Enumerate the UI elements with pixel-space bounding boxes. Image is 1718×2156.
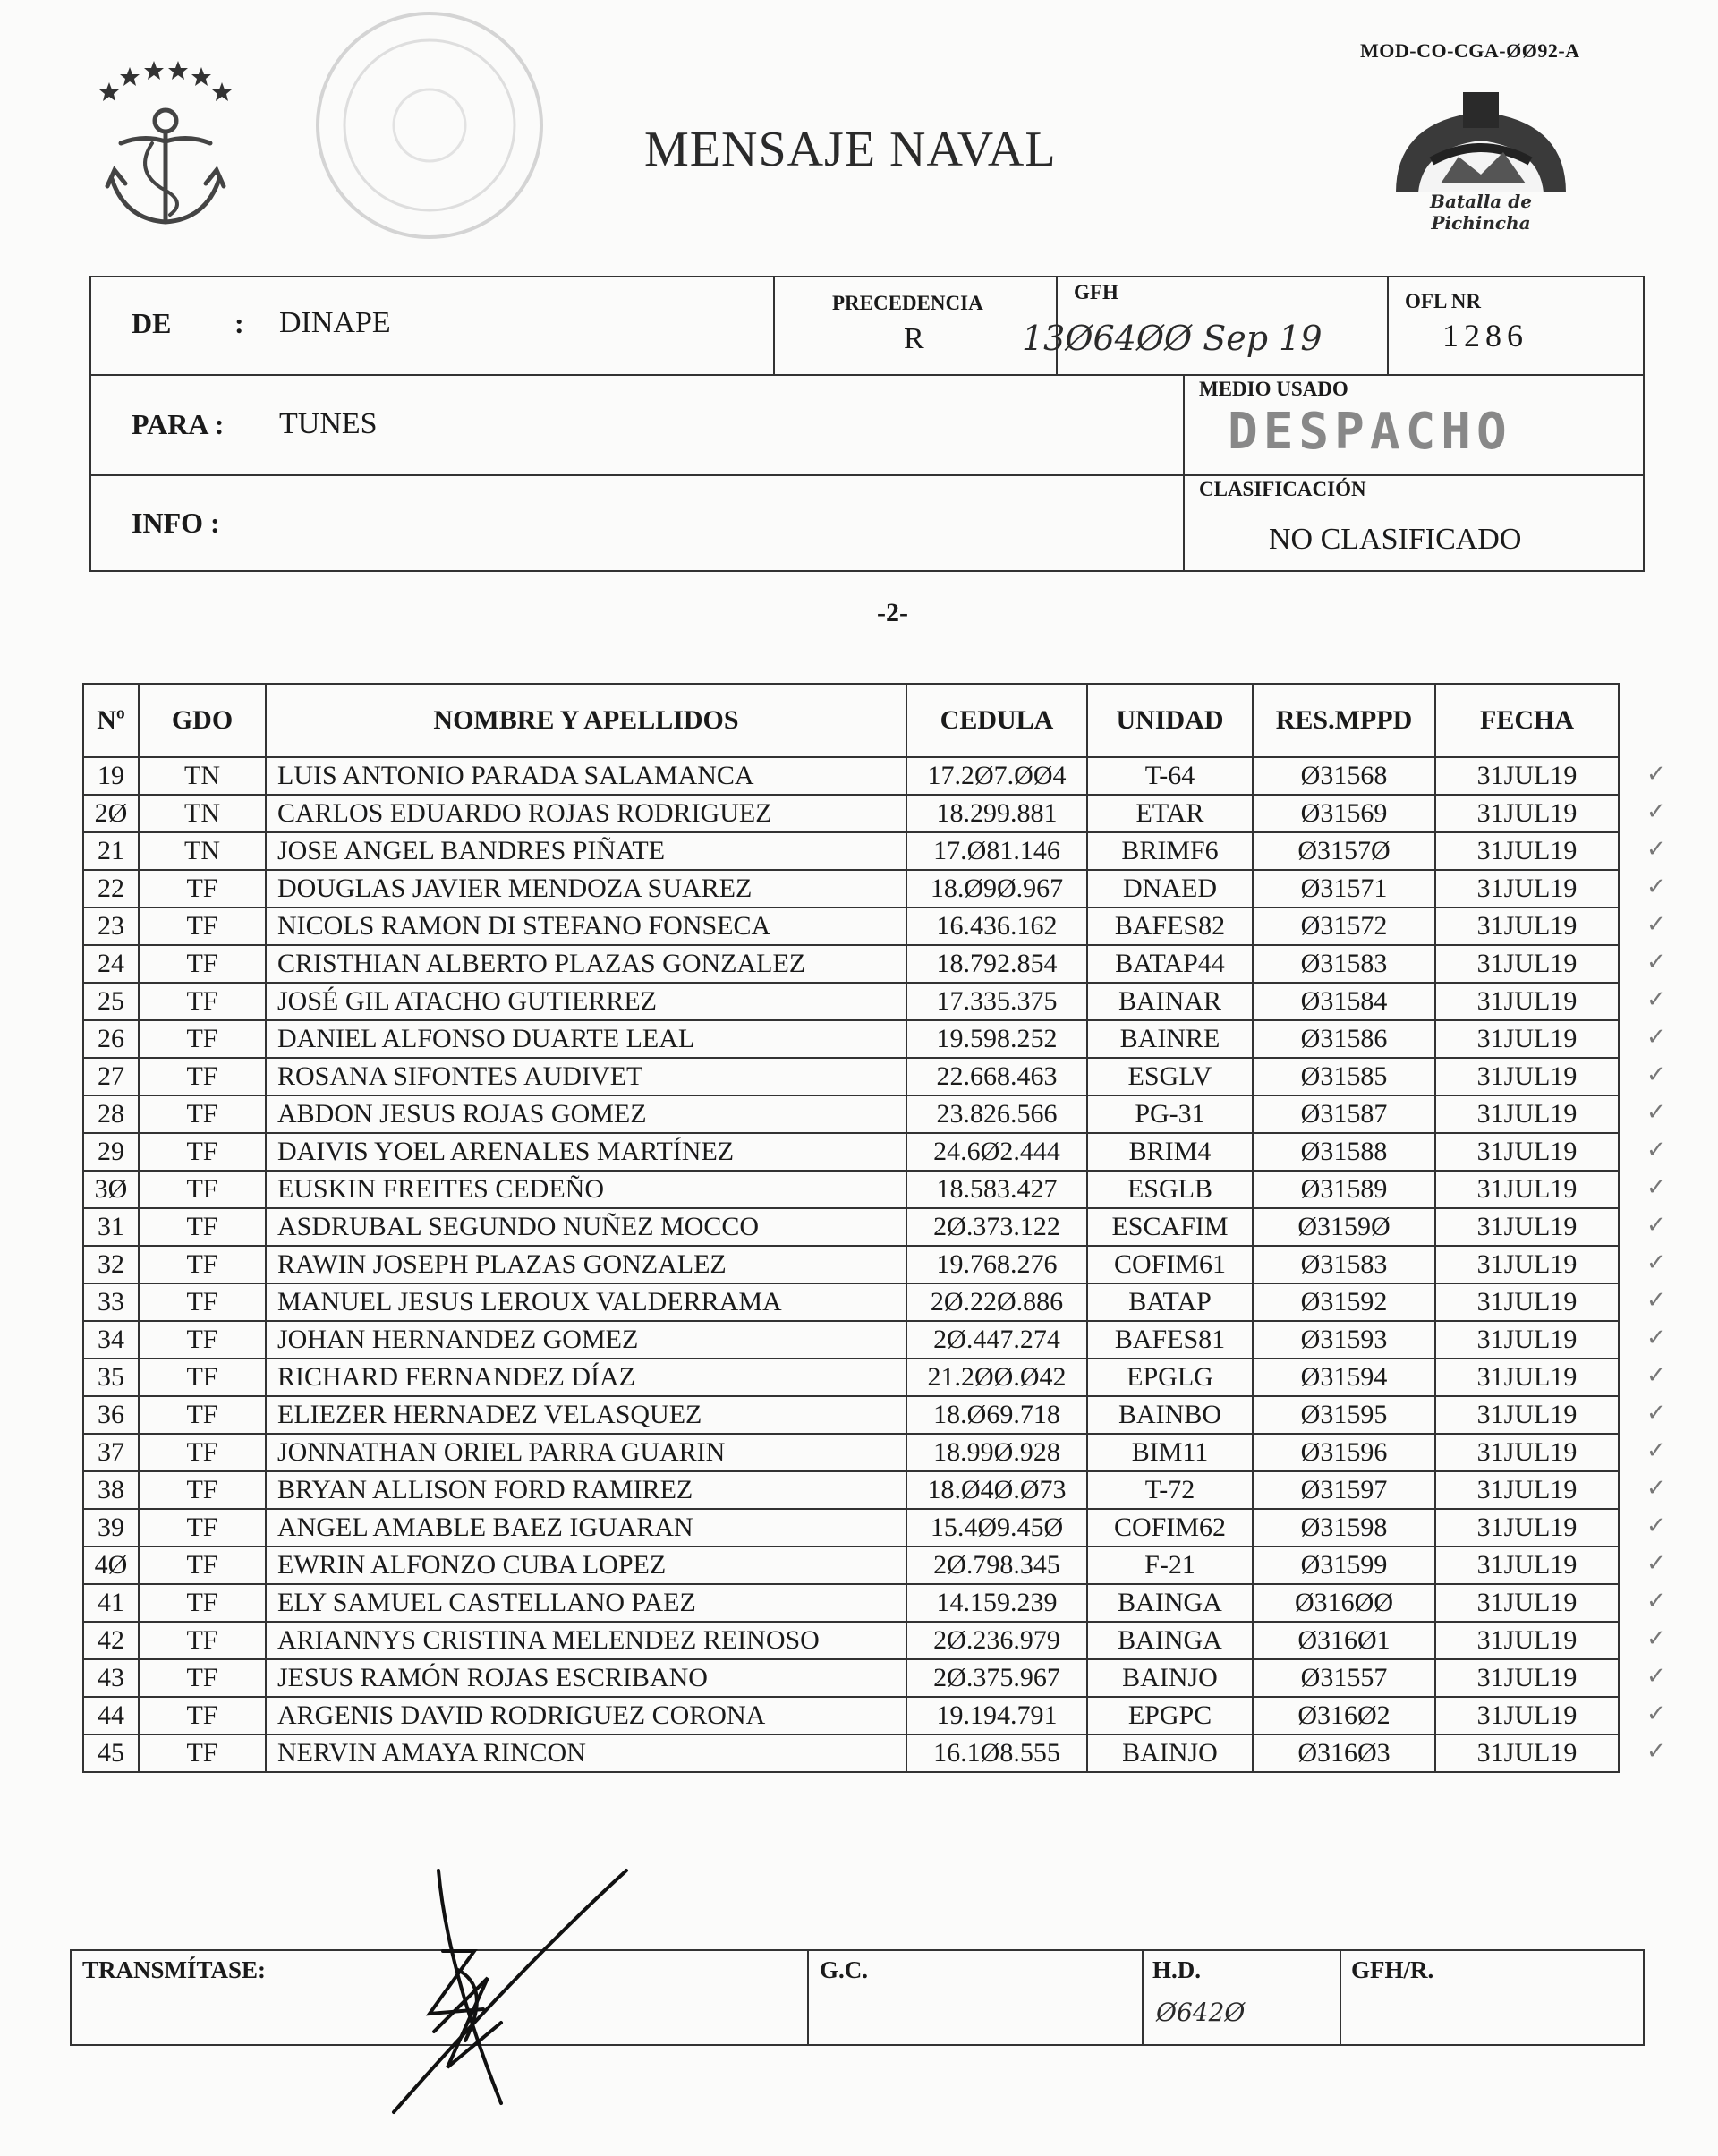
row-res-mppd: Ø31569	[1253, 795, 1435, 832]
row-fecha: 31JUL19	[1435, 1171, 1619, 1208]
row-cedula: 16.1Ø8.555	[906, 1734, 1087, 1772]
table-row	[83, 1208, 1619, 1246]
row-gdo: TF	[139, 1659, 266, 1697]
row-res-mppd: Ø31596	[1253, 1434, 1435, 1471]
check-mark-icon: ✓	[1646, 1024, 1666, 1050]
row-unidad: COFIM62	[1087, 1509, 1253, 1547]
row-num: 32	[83, 1246, 139, 1283]
row-cedula: 14.159.239	[906, 1584, 1087, 1622]
row-unidad: ESGLV	[1087, 1058, 1253, 1095]
row-nombre: DOUGLAS JAVIER MENDOZA SUAREZ	[266, 870, 906, 908]
header-cedula: CEDULA	[906, 684, 1087, 757]
header-box	[89, 276, 1645, 572]
row-fecha: 31JUL19	[1435, 1471, 1619, 1509]
row-unidad: BAINGA	[1087, 1584, 1253, 1622]
row-unidad: PG-31	[1087, 1095, 1253, 1133]
row-unidad: BAINRE	[1087, 1020, 1253, 1058]
row-nombre: RAWIN JOSEPH PLAZAS GONZALEZ	[266, 1246, 906, 1283]
row-nombre: CRISTHIAN ALBERTO PLAZAS GONZALEZ	[266, 945, 906, 983]
row-fecha: 31JUL19	[1435, 1734, 1619, 1772]
row-num: 41	[83, 1584, 139, 1622]
row-unidad: F-21	[1087, 1547, 1253, 1584]
row-cedula: 21.2ØØ.Ø42	[906, 1359, 1087, 1396]
row-gdo: TF	[139, 983, 266, 1020]
row-res-mppd: Ø31568	[1253, 757, 1435, 795]
table-row	[83, 1246, 1619, 1283]
row-num: 21	[83, 832, 139, 870]
check-mark-icon: ✓	[1646, 1249, 1666, 1275]
row-res-mppd: Ø31586	[1253, 1020, 1435, 1058]
row-gdo: TF	[139, 945, 266, 983]
check-mark-icon: ✓	[1646, 1625, 1666, 1651]
row-res-mppd: Ø31595	[1253, 1396, 1435, 1434]
form-code: MOD-CO-CGA-ØØ92-A	[1360, 39, 1580, 62]
anchor-logo-icon	[89, 36, 242, 237]
table-row	[83, 1283, 1619, 1321]
para-label: PARA :	[132, 408, 225, 440]
row-cedula: 18.792.854	[906, 945, 1087, 983]
row-res-mppd: Ø3157Ø	[1253, 832, 1435, 870]
row-num: 24	[83, 945, 139, 983]
row-cedula: 18.Ø9Ø.967	[906, 870, 1087, 908]
row-fecha: 31JUL19	[1435, 757, 1619, 795]
row-unidad: BIM11	[1087, 1434, 1253, 1471]
table-row	[83, 1734, 1619, 1772]
transmitase-label: TRANSMÍTASE:	[82, 1956, 267, 1983]
check-mark-icon: ✓	[1646, 1550, 1666, 1576]
row-res-mppd: Ø31597	[1253, 1471, 1435, 1509]
row-unidad: BRIMF6	[1087, 832, 1253, 870]
row-gdo: TF	[139, 1321, 266, 1359]
page-title: MENSAJE NAVAL	[644, 122, 1057, 177]
gfh-value: 13Ø64ØØ Sep 19	[1022, 319, 1323, 358]
row-fecha: 31JUL19	[1435, 795, 1619, 832]
precedencia-label: PRECEDENCIA	[832, 292, 983, 314]
row-num: 23	[83, 908, 139, 945]
row-gdo: TF	[139, 908, 266, 945]
row-gdo: TN	[139, 795, 266, 832]
precedencia-value: R	[904, 322, 924, 355]
row-gdo: TF	[139, 1283, 266, 1321]
ofl-value: 1286	[1442, 318, 1528, 354]
row-unidad: T-72	[1087, 1471, 1253, 1509]
gfhr-label: GFH/R.	[1351, 1956, 1434, 1983]
info-label: INFO :	[132, 507, 220, 539]
row-nombre: ARGENIS DAVID RODRIGUEZ CORONA	[266, 1697, 906, 1734]
table-row	[83, 945, 1619, 983]
row-fecha: 31JUL19	[1435, 1434, 1619, 1471]
table-row	[83, 1659, 1619, 1697]
table-row	[83, 983, 1619, 1020]
row-unidad: T-64	[1087, 757, 1253, 795]
row-num: 34	[83, 1321, 139, 1359]
row-cedula: 17.2Ø7.ØØ4	[906, 757, 1087, 795]
row-gdo: TF	[139, 1396, 266, 1434]
roster-table	[82, 683, 1620, 1773]
medio-usado-label: MEDIO USADO	[1199, 378, 1348, 400]
row-cedula: 2Ø.236.979	[906, 1622, 1087, 1659]
table-row	[83, 1058, 1619, 1095]
row-cedula: 19.194.791	[906, 1697, 1087, 1734]
row-cedula: 2Ø.447.274	[906, 1321, 1087, 1359]
row-num: 35	[83, 1359, 139, 1396]
row-nombre: ARIANNYS CRISTINA MELENDEZ REINOSO	[266, 1622, 906, 1659]
row-gdo: TN	[139, 757, 266, 795]
table-row	[83, 870, 1619, 908]
row-nombre: ASDRUBAL SEGUNDO NUÑEZ MOCCO	[266, 1208, 906, 1246]
row-gdo: TF	[139, 1133, 266, 1171]
row-unidad: COFIM61	[1087, 1246, 1253, 1283]
de-value: DINAPE	[279, 306, 391, 339]
row-nombre: EWRIN ALFONZO CUBA LOPEZ	[266, 1547, 906, 1584]
row-res-mppd: Ø31593	[1253, 1321, 1435, 1359]
row-nombre: LUIS ANTONIO PARADA SALAMANCA	[266, 757, 906, 795]
row-gdo: TN	[139, 832, 266, 870]
check-mark-icon: ✓	[1646, 1325, 1666, 1351]
row-res-mppd: Ø31598	[1253, 1509, 1435, 1547]
row-gdo: TF	[139, 1171, 266, 1208]
row-unidad: BAINGA	[1087, 1622, 1253, 1659]
row-unidad: BAFES81	[1087, 1321, 1253, 1359]
row-num: 3Ø	[83, 1171, 139, 1208]
row-gdo: TF	[139, 1697, 266, 1734]
table-header-row	[83, 684, 1619, 757]
row-cedula: 2Ø.22Ø.886	[906, 1283, 1087, 1321]
row-unidad: EPGPC	[1087, 1697, 1253, 1734]
roster-body	[83, 757, 1619, 1772]
table-row	[83, 1359, 1619, 1396]
row-unidad: ESCAFIM	[1087, 1208, 1253, 1246]
check-mark-icon: ✓	[1646, 761, 1666, 787]
row-nombre: ROSANA SIFONTES AUDIVET	[266, 1058, 906, 1095]
row-fecha: 31JUL19	[1435, 1697, 1619, 1734]
row-gdo: TF	[139, 1020, 266, 1058]
row-res-mppd: Ø31572	[1253, 908, 1435, 945]
row-nombre: DANIEL ALFONSO DUARTE LEAL	[266, 1020, 906, 1058]
row-unidad: ETAR	[1087, 795, 1253, 832]
row-gdo: TF	[139, 1471, 266, 1509]
gc-label: G.C.	[820, 1956, 868, 1983]
table-row	[83, 1509, 1619, 1547]
row-num: 25	[83, 983, 139, 1020]
row-cedula: 2Ø.798.345	[906, 1547, 1087, 1584]
row-unidad: BAINJO	[1087, 1734, 1253, 1772]
row-cedula: 2Ø.375.967	[906, 1659, 1087, 1697]
table-row	[83, 908, 1619, 945]
row-res-mppd: Ø31587	[1253, 1095, 1435, 1133]
row-fecha: 31JUL19	[1435, 1659, 1619, 1697]
check-mark-icon: ✓	[1646, 1212, 1666, 1238]
row-num: 19	[83, 757, 139, 795]
row-fecha: 31JUL19	[1435, 870, 1619, 908]
row-cedula: 18.299.881	[906, 795, 1087, 832]
row-fecha: 31JUL19	[1435, 1095, 1619, 1133]
check-mark-icon: ✓	[1646, 1137, 1666, 1163]
row-nombre: ABDON JESUS ROJAS GOMEZ	[266, 1095, 906, 1133]
row-nombre: JONNATHAN ORIEL PARRA GUARIN	[266, 1434, 906, 1471]
row-fecha: 31JUL19	[1435, 945, 1619, 983]
row-res-mppd: Ø31585	[1253, 1058, 1435, 1095]
check-mark-icon: ✓	[1646, 1174, 1666, 1200]
row-fecha: 31JUL19	[1435, 1396, 1619, 1434]
row-res-mppd: Ø316Ø2	[1253, 1697, 1435, 1734]
row-gdo: TF	[139, 870, 266, 908]
table-row	[83, 1396, 1619, 1434]
row-unidad: BATAP44	[1087, 945, 1253, 983]
header-num: Nº	[83, 684, 139, 757]
row-nombre: ANGEL AMABLE BAEZ IGUARAN	[266, 1509, 906, 1547]
hd-value: Ø642Ø	[1156, 1998, 1246, 2027]
clasificacion-value: NO CLASIFICADO	[1269, 523, 1522, 556]
table-row	[83, 757, 1619, 795]
check-mark-icon: ✓	[1646, 1475, 1666, 1501]
footer-box	[70, 1949, 1645, 2046]
check-mark-icon: ✓	[1646, 1588, 1666, 1614]
row-gdo: TF	[139, 1547, 266, 1584]
check-mark-icon: ✓	[1646, 1700, 1666, 1726]
row-nombre: JESUS RAMÓN ROJAS ESCRIBANO	[266, 1659, 906, 1697]
de-colon: :	[234, 307, 244, 339]
battalion-emblem	[1378, 85, 1584, 234]
table-row	[83, 1697, 1619, 1734]
row-cedula: 15.4Ø9.45Ø	[906, 1509, 1087, 1547]
check-mark-icon: ✓	[1646, 836, 1666, 862]
row-cedula: 19.768.276	[906, 1246, 1087, 1283]
row-fecha: 31JUL19	[1435, 1283, 1619, 1321]
row-num: 22	[83, 870, 139, 908]
row-gdo: TF	[139, 1058, 266, 1095]
row-nombre: JOHAN HERNANDEZ GOMEZ	[266, 1321, 906, 1359]
row-gdo: TF	[139, 1095, 266, 1133]
table-row	[83, 1471, 1619, 1509]
row-res-mppd: Ø31599	[1253, 1547, 1435, 1584]
row-gdo: TF	[139, 1622, 266, 1659]
row-cedula: 17.335.375	[906, 983, 1087, 1020]
row-unidad: ESGLB	[1087, 1171, 1253, 1208]
check-mark-icon: ✓	[1646, 1663, 1666, 1689]
row-num: 31	[83, 1208, 139, 1246]
row-nombre: ELIEZER HERNADEZ VELASQUEZ	[266, 1396, 906, 1434]
row-cedula: 18.99Ø.928	[906, 1434, 1087, 1471]
row-num: 27	[83, 1058, 139, 1095]
row-num: 38	[83, 1471, 139, 1509]
row-fecha: 31JUL19	[1435, 908, 1619, 945]
row-res-mppd: Ø31571	[1253, 870, 1435, 908]
table-row	[83, 1584, 1619, 1622]
row-fecha: 31JUL19	[1435, 1020, 1619, 1058]
row-gdo: TF	[139, 1359, 266, 1396]
row-cedula: 24.6Ø2.444	[906, 1133, 1087, 1171]
check-mark-icon: ✓	[1646, 1437, 1666, 1463]
row-num: 37	[83, 1434, 139, 1471]
row-unidad: DNAED	[1087, 870, 1253, 908]
table-row	[83, 1622, 1619, 1659]
row-cedula: 23.826.566	[906, 1095, 1087, 1133]
check-mark-icon: ✓	[1646, 949, 1666, 975]
table-row	[83, 1095, 1619, 1133]
table-row	[83, 1434, 1619, 1471]
row-fecha: 31JUL19	[1435, 1509, 1619, 1547]
gfh-label: GFH	[1074, 281, 1118, 303]
row-res-mppd: Ø31594	[1253, 1359, 1435, 1396]
para-value: TUNES	[279, 407, 378, 440]
row-res-mppd: Ø3159Ø	[1253, 1208, 1435, 1246]
row-num: 36	[83, 1396, 139, 1434]
check-mark-icon: ✓	[1646, 1513, 1666, 1538]
row-fecha: 31JUL19	[1435, 1547, 1619, 1584]
ofl-label: OFL NR	[1405, 290, 1481, 312]
row-unidad: BAFES82	[1087, 908, 1253, 945]
row-gdo: TF	[139, 1734, 266, 1772]
row-fecha: 31JUL19	[1435, 983, 1619, 1020]
row-cedula: 18.Ø69.718	[906, 1396, 1087, 1434]
hd-label: H.D.	[1152, 1956, 1201, 1983]
row-res-mppd: Ø31589	[1253, 1171, 1435, 1208]
check-mark-icon: ✓	[1646, 873, 1666, 899]
row-cedula: 18.Ø4Ø.Ø73	[906, 1471, 1087, 1509]
check-mark-icon: ✓	[1646, 1061, 1666, 1087]
row-num: 28	[83, 1095, 139, 1133]
row-gdo: TF	[139, 1584, 266, 1622]
header-res-mppd: RES.MPPD	[1253, 684, 1435, 757]
clasificacion-label: CLASIFICACIÓN	[1199, 478, 1366, 500]
row-fecha: 31JUL19	[1435, 1208, 1619, 1246]
row-nombre: EUSKIN FREITES CEDEÑO	[266, 1171, 906, 1208]
row-num: 33	[83, 1283, 139, 1321]
row-cedula: 19.598.252	[906, 1020, 1087, 1058]
row-unidad: BAINJO	[1087, 1659, 1253, 1697]
row-cedula: 18.583.427	[906, 1171, 1087, 1208]
row-res-mppd: Ø31584	[1253, 983, 1435, 1020]
check-mark-icon: ✓	[1646, 1738, 1666, 1764]
row-num: 26	[83, 1020, 139, 1058]
row-nombre: DAIVIS YOEL ARENALES MARTÍNEZ	[266, 1133, 906, 1171]
row-nombre: RICHARD FERNANDEZ DÍAZ	[266, 1359, 906, 1396]
header-unidad: UNIDAD	[1087, 684, 1253, 757]
header-gdo: GDO	[139, 684, 266, 757]
row-cedula: 22.668.463	[906, 1058, 1087, 1095]
table-row	[83, 1020, 1619, 1058]
row-nombre: ELY SAMUEL CASTELLANO PAEZ	[266, 1584, 906, 1622]
check-mark-icon: ✓	[1646, 911, 1666, 937]
check-mark-icon: ✓	[1646, 798, 1666, 824]
row-cedula: 2Ø.373.122	[906, 1208, 1087, 1246]
row-nombre: BRYAN ALLISON FORD RAMIREZ	[266, 1471, 906, 1509]
check-mark-icon: ✓	[1646, 1362, 1666, 1388]
row-res-mppd: Ø31588	[1253, 1133, 1435, 1171]
row-num: 4Ø	[83, 1547, 139, 1584]
check-mark-icon: ✓	[1646, 1099, 1666, 1125]
row-res-mppd: Ø31583	[1253, 1246, 1435, 1283]
row-fecha: 31JUL19	[1435, 1246, 1619, 1283]
row-unidad: BAINAR	[1087, 983, 1253, 1020]
row-gdo: TF	[139, 1434, 266, 1471]
row-fecha: 31JUL19	[1435, 1622, 1619, 1659]
row-nombre: JOSÉ GIL ATACHO GUTIERREZ	[266, 983, 906, 1020]
emblem-text: Batalla de Pichincha	[1430, 191, 1532, 234]
medio-usado-stamp: DESPACHO	[1228, 403, 1512, 461]
page-number: -2-	[877, 598, 908, 627]
row-gdo: TF	[139, 1208, 266, 1246]
row-unidad: EPGLG	[1087, 1359, 1253, 1396]
row-num: 45	[83, 1734, 139, 1772]
row-res-mppd: Ø31557	[1253, 1659, 1435, 1697]
row-nombre: NERVIN AMAYA RINCON	[266, 1734, 906, 1772]
faint-seal-stamp-icon	[295, 9, 555, 251]
row-unidad: BATAP	[1087, 1283, 1253, 1321]
row-fecha: 31JUL19	[1435, 1359, 1619, 1396]
check-mark-icon: ✓	[1646, 986, 1666, 1012]
row-nombre: CARLOS EDUARDO ROJAS RODRIGUEZ	[266, 795, 906, 832]
table-row	[83, 795, 1619, 832]
row-num: 29	[83, 1133, 139, 1171]
check-mark-icon: ✓	[1646, 1400, 1666, 1426]
row-num: 39	[83, 1509, 139, 1547]
row-unidad: BAINBO	[1087, 1396, 1253, 1434]
table-row	[83, 832, 1619, 870]
row-res-mppd: Ø31592	[1253, 1283, 1435, 1321]
row-res-mppd: Ø316Ø3	[1253, 1734, 1435, 1772]
table-row	[83, 1321, 1619, 1359]
row-fecha: 31JUL19	[1435, 1133, 1619, 1171]
row-res-mppd: Ø316ØØ	[1253, 1584, 1435, 1622]
row-res-mppd: Ø316Ø1	[1253, 1622, 1435, 1659]
row-nombre: MANUEL JESUS LEROUX VALDERRAMA	[266, 1283, 906, 1321]
row-cedula: 16.436.162	[906, 908, 1087, 945]
header-fecha: FECHA	[1435, 684, 1619, 757]
check-mark-icon: ✓	[1646, 1287, 1666, 1313]
row-cedula: 17.Ø81.146	[906, 832, 1087, 870]
signature-icon	[376, 1862, 662, 2121]
row-gdo: TF	[139, 1509, 266, 1547]
row-fecha: 31JUL19	[1435, 832, 1619, 870]
row-unidad: BRIM4	[1087, 1133, 1253, 1171]
table-row	[83, 1547, 1619, 1584]
table-row	[83, 1171, 1619, 1208]
row-num: 44	[83, 1697, 139, 1734]
row-num: 42	[83, 1622, 139, 1659]
de-label: DE	[132, 307, 172, 339]
table-row	[83, 1133, 1619, 1171]
row-res-mppd: Ø31583	[1253, 945, 1435, 983]
row-fecha: 31JUL19	[1435, 1321, 1619, 1359]
row-num: 43	[83, 1659, 139, 1697]
row-nombre: NICOLS RAMON DI STEFANO FONSECA	[266, 908, 906, 945]
row-gdo: TF	[139, 1246, 266, 1283]
row-nombre: JOSE ANGEL BANDRES PIÑATE	[266, 832, 906, 870]
header-nombre: NOMBRE Y APELLIDOS	[266, 684, 906, 757]
row-fecha: 31JUL19	[1435, 1584, 1619, 1622]
row-num: 2Ø	[83, 795, 139, 832]
row-fecha: 31JUL19	[1435, 1058, 1619, 1095]
